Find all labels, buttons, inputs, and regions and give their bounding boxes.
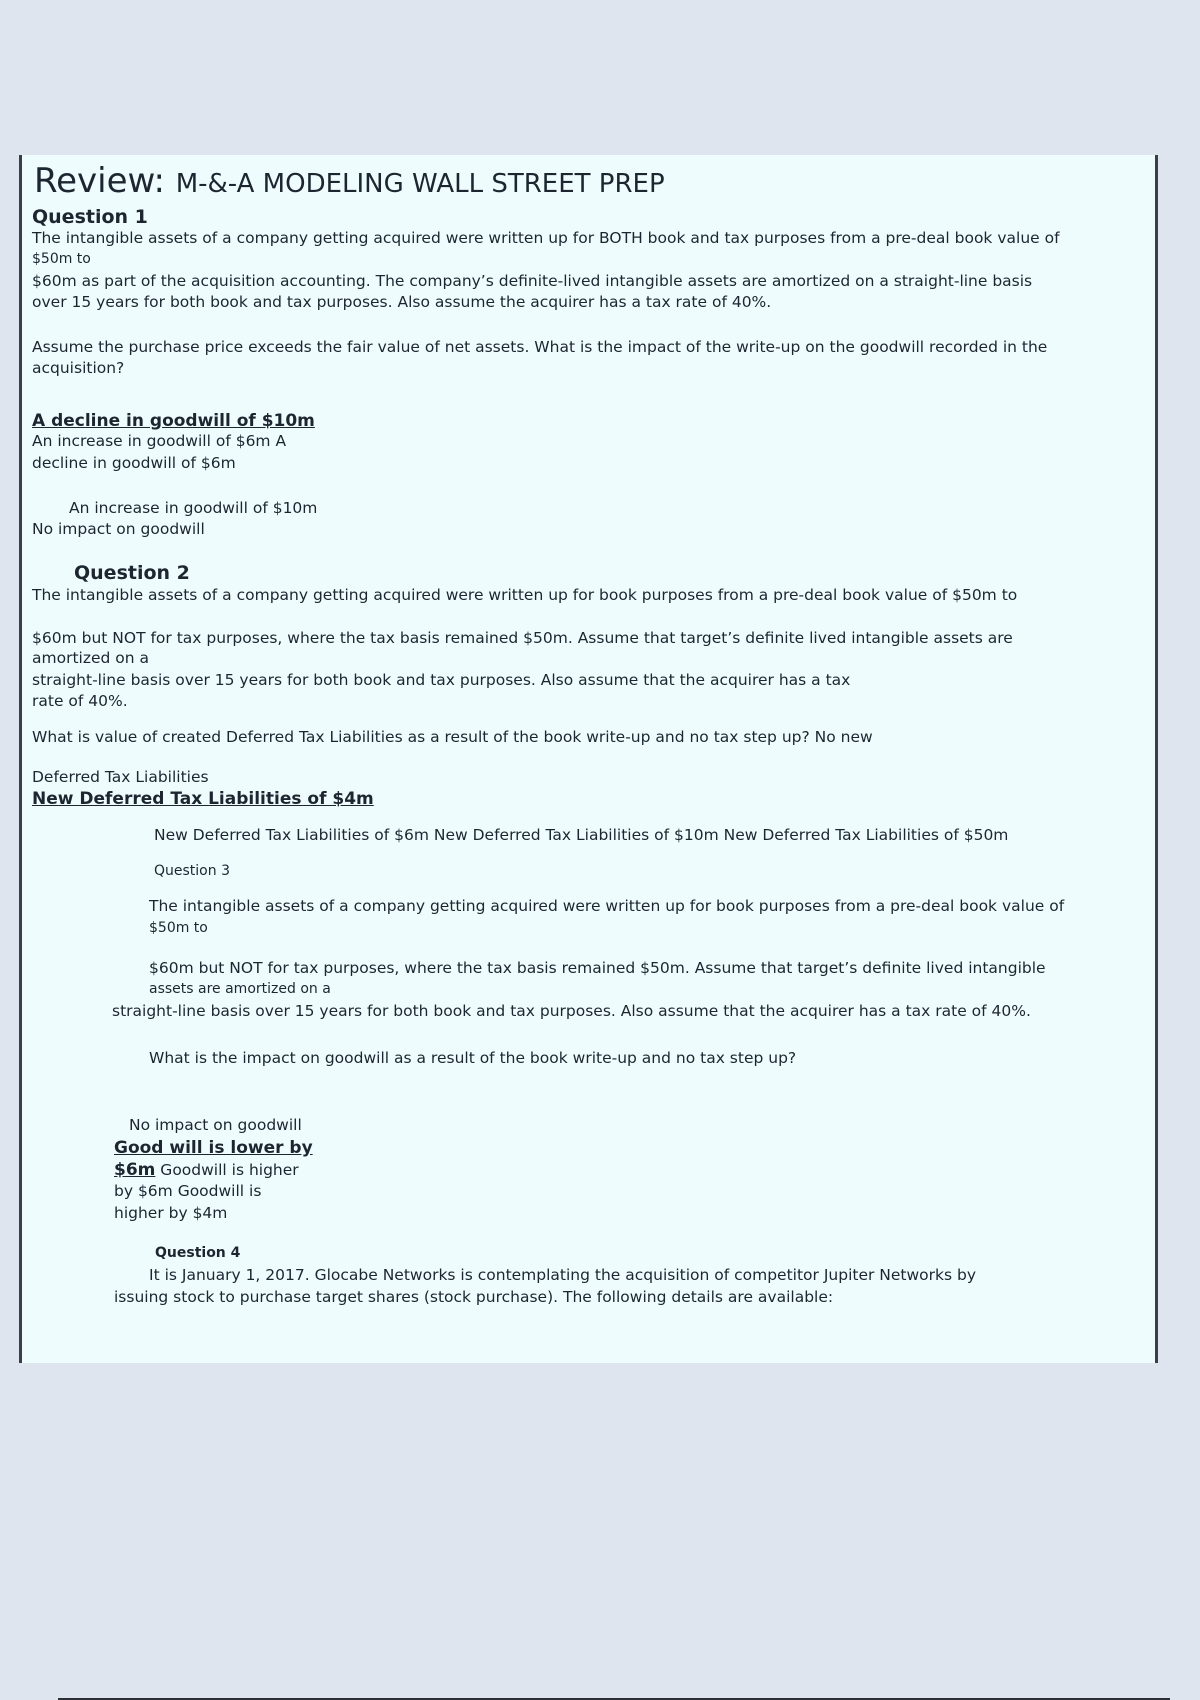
q2-text-line: The intangible assets of a company getting acquired were written up for book purposes from a pre-deal book value of $50m to <box>32 586 1018 604</box>
q2-text-line: rate of 40%. <box>32 692 128 710</box>
q3-text-line: What is the impact on goodwill as a result of the book write-up and no tax step up? <box>149 1049 797 1067</box>
q1-text-line: over 15 years for both book and tax purposes. Also assume the acquirer has a tax rate of 40%. <box>32 293 772 311</box>
q3-text-line: $50m to <box>149 920 208 936</box>
page-title <box>34 161 665 204</box>
q2-correct-answer: New Deferred Tax Liabilities of $4m <box>32 789 374 809</box>
q3-text-line: $60m but NOT for tax purposes, where the tax basis remained $50m. Assume that target’s definite lived intangible <box>149 959 1046 977</box>
q2-text-line: Deferred Tax Liabilities <box>32 768 209 786</box>
q1-text-line: Assume the purchase price exceeds the fair value of net assets. What is the impact of the write-up on the goodwill recorded in the <box>32 338 1048 356</box>
q3-option: No impact on goodwill <box>129 1116 302 1134</box>
q4-text-line: It is January 1, 2017. Glocabe Networks is contemplating the acquisition of competitor Jupiter Networks by <box>149 1266 977 1284</box>
q2-text-line: amortized on a <box>32 649 150 667</box>
title-subtitle: M-&-A MODELING WALL STREET PREP <box>175 169 665 199</box>
q3-correct-answer-amount: $6m <box>114 1160 156 1180</box>
q1-text-line: $60m as part of the acquisition accounting. The company’s definite-lived intangible assets are amortized on a straight-line basis <box>32 272 1033 290</box>
q3-correct-answer: Good will is lower by <box>114 1138 313 1158</box>
q3-option: higher by $4m <box>114 1204 228 1222</box>
q3-option: Goodwill is higher <box>155 1161 299 1179</box>
q1-correct-answer: A decline in goodwill of $10m <box>32 411 315 431</box>
q3-text-line: The intangible assets of a company getting acquired were written up for book purposes from a pre-deal book value of <box>149 897 1065 915</box>
q1-option: No impact on goodwill <box>32 520 205 538</box>
question-3-heading: Question 3 <box>154 863 230 879</box>
title-main: Review: <box>34 161 165 201</box>
document-page <box>19 155 1158 1363</box>
q1-option: An increase in goodwill of $6m A <box>32 432 287 450</box>
question-4-heading: Question 4 <box>155 1245 241 1261</box>
q4-text-line: issuing stock to purchase target shares (stock purchase). The following details are available: <box>114 1288 834 1306</box>
q2-options-line: New Deferred Tax Liabilities of $6m New Deferred Tax Liabilities of $10m New Deferred Tax Liabilities of $50m <box>154 826 1009 844</box>
q1-text-line: The intangible assets of a company getting acquired were written up for BOTH book and tax purposes from a pre-deal book value of <box>32 229 1060 247</box>
q3-option: by $6m Goodwill is <box>114 1182 262 1200</box>
q1-option: An increase in goodwill of $10m <box>69 499 318 517</box>
q2-text-line: straight-line basis over 15 years for both book and tax purposes. Also assume that the acquirer has a tax <box>32 671 851 689</box>
q1-text-line: acquisition? <box>32 359 125 377</box>
q2-text-line: What is value of created Deferred Tax Liabilities as a result of the book write-up and no tax step up? No new <box>32 728 873 746</box>
q1-text-line: $50m to <box>32 251 91 267</box>
question-2-heading: Question 2 <box>74 562 190 584</box>
q3-answer-option-line <box>114 1159 299 1181</box>
question-1-heading: Question 1 <box>32 206 148 228</box>
q3-text-line: straight-line basis over 15 years for both book and tax purposes. Also assume that the acquirer has a tax rate of 40%. <box>112 1002 1031 1020</box>
q3-text-line: assets are amortized on a <box>149 981 331 997</box>
q1-option: decline in goodwill of $6m <box>32 454 236 472</box>
q2-text-line: $60m but NOT for tax purposes, where the tax basis remained $50m. Assume that target’s definite lived intangible assets are <box>32 629 1013 647</box>
